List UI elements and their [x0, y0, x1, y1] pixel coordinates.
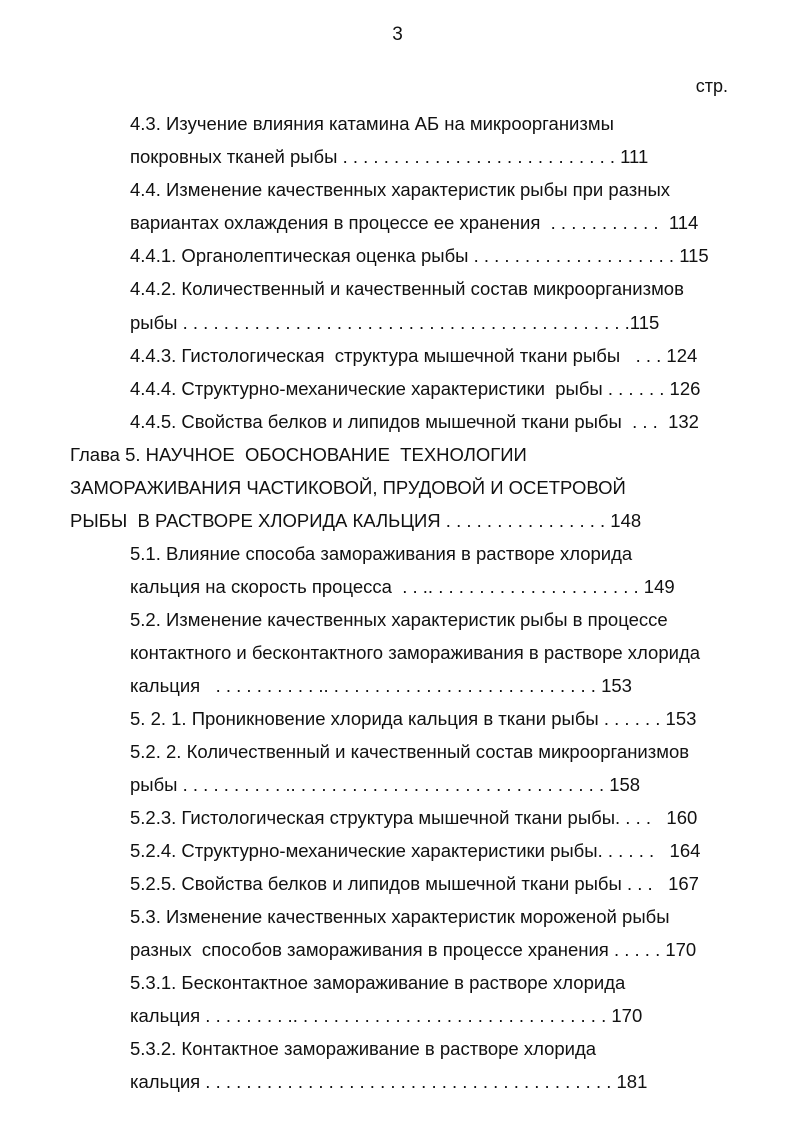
toc-line: 4.4.4. Структурно-механические характеристики рыбы . . . . . . 126: [130, 378, 701, 399]
toc-line: кальция . . . . . . . . .. . . . . . . . . . . . . . . . . . . . . . . . . . . . . . . 170: [130, 1005, 643, 1026]
toc-line: кальция на скорость процесса . . .. . . . . . . . . . . . . . . . . . . . . 149: [130, 576, 675, 597]
toc-line: вариантах охлаждения в процессе ее хранения . . . . . . . . . . . 114: [130, 212, 699, 233]
toc-line: 4.4. Изменение качественных характеристик рыбы при разных: [130, 179, 671, 200]
toc-line: рыбы . . . . . . . . . . . . . . . . . . . . . . . . . . . . . . . . . . . . . . . . . . . .115: [130, 312, 660, 333]
toc-line: 4.4.5. Свойства белков и липидов мышечной ткани рыбы . . . 132: [130, 411, 699, 432]
toc-line: 4.4.3. Гистологическая структура мышечной ткани рыбы . . . 124: [130, 345, 698, 366]
toc-line: 5.2.3. Гистологическая структура мышечной ткани рыбы. . . . 160: [130, 807, 698, 828]
page-number: 3: [392, 24, 403, 45]
toc-line: кальция . . . . . . . . . . . . . . . . . . . . . . . . . . . . . . . . . . . . . . . . 181: [130, 1071, 648, 1092]
page-column-label: стр.: [695, 76, 728, 96]
toc-line: рыбы . . . . . . . . . . .. . . . . . . . . . . . . . . . . . . . . . . . . . . . . . . 158: [130, 774, 641, 795]
toc-chapter-line: ЗАМОРАЖИВАНИЯ ЧАСТИКОВОЙ, ПРУДОВОЙ И ОСЕТРОВОЙ: [70, 477, 626, 498]
toc-line: кальция . . . . . . . . . . .. . . . . . . . . . . . . . . . . . . . . . . . . . . 153: [130, 675, 632, 696]
toc-line: 5.2.4. Структурно-механические характеристики рыбы. . . . . . 164: [130, 840, 701, 861]
toc-line: разных способов замораживания в процессе хранения . . . . . 170: [130, 939, 697, 960]
toc-line: 5.2. 2. Количественный и качественный состав микроорганизмов: [130, 741, 690, 762]
toc-line: контактного и бесконтактного замораживания в растворе хлорида: [130, 642, 701, 663]
toc-chapter-line: РЫБЫ В РАСТВОРЕ ХЛОРИДА КАЛЬЦИЯ . . . . . . . . . . . . . . . . 148: [70, 510, 642, 531]
toc-line: 4.4.2. Количественный и качественный состав микроорганизмов: [130, 278, 684, 299]
toc-line: 5.1. Влияние способа замораживания в растворе хлорида: [130, 543, 633, 564]
toc-line: 5. 2. 1. Проникновение хлорида кальция в ткани рыбы . . . . . . 153: [130, 708, 697, 729]
toc-line: 5.3.1. Бесконтактное замораживание в растворе хлорида: [130, 972, 626, 993]
toc-chapter-line: Глава 5. НАУЧНОЕ ОБОСНОВАНИЕ ТЕХНОЛОГИИ: [70, 444, 527, 465]
toc-line: 5.2. Изменение качественных характеристик рыбы в процессе: [130, 609, 668, 630]
toc-line: 4.4.1. Органолептическая оценка рыбы . . . . . . . . . . . . . . . . . . . . 115: [130, 245, 709, 266]
toc-line: 5.2.5. Свойства белков и липидов мышечной ткани рыбы . . . 167: [130, 873, 699, 894]
toc-line: 4.3. Изучение влияния катамина АБ на микроорганизмы: [130, 113, 614, 134]
toc-line: покровных тканей рыбы . . . . . . . . . . . . . . . . . . . . . . . . . . . 111: [130, 146, 649, 167]
toc-line: 5.3. Изменение качественных характеристик мороженой рыбы: [130, 906, 670, 927]
toc-line: 5.3.2. Контактное замораживание в растворе хлорида: [130, 1038, 597, 1059]
